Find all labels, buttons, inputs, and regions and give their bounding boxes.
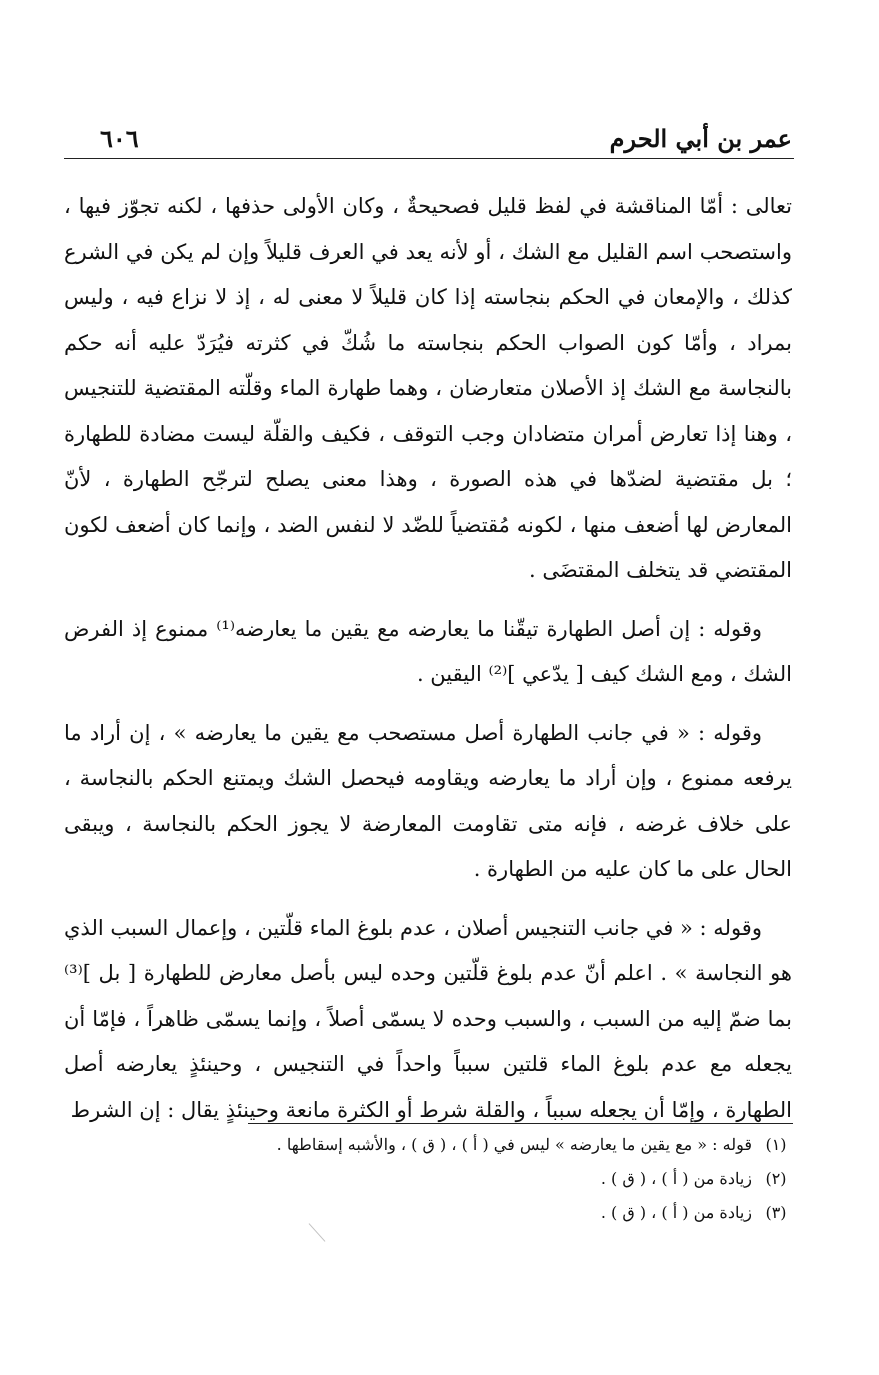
footnote-text: زيادة من ( أ ) ، ( ق ) . xyxy=(600,1169,752,1188)
main-text xyxy=(64,184,792,1133)
paragraph: تعالى : أمّا المناقشة في لفظ قليل فصحيحةٌ ، وكان الأولى حذفها ، لكنه تجوّز فيها ، واستصحب اسم القليل مع الشك ، أو لأنه يعد في العرف قليلاً وإن لم يكن في الشرع كذلك ، والإمعان في الحكم بنجاسته إذا كان قليلاً لا معنى له ، إذ لا نزاع فيه ، وليس بمراد ، وأمّا كون الصواب الحكم بنجاسته ما شُكّ في كثرته فيُرَدّ عليه أنه حكم بالنجاسة مع الشك إذ الأصلان متعارضان ، وهما طهارة الماء وقلّته المقتضية للتنجيس ، وهنا إذا تعارض أمران متضادان وجب التوقف ، فكيف والقلّة ليست مضادة للطهارة ؛ بل مقتضية لضدّها في هذه الصورة ، وهذا معنى يصلح لترجّح الطهارة ، لأنّ المعارض لها أضعف منها ، لكونه مُقتضياً للضّد لا لنفس الضد ، وإنما كان أضعف لكون المقتضي قد يتخلف المقتضَى . xyxy=(64,194,793,582)
footnote-item xyxy=(100,1162,790,1196)
footnote-number: (٣) xyxy=(765,1203,787,1222)
footnote-item xyxy=(100,1196,790,1230)
paragraph: وقوله : إن أصل الطهارة تيقّنا ما يعارضه مع يقين ما يعارضه⁽¹⁾ ممنوع إذ الفرض الشك ، ومع الشك كيف [ يدّعي ]⁽²⁾ اليقين . xyxy=(64,616,792,686)
running-title: عمر بن أبي الحرم xyxy=(609,124,792,153)
page-number: ٦٠٦ xyxy=(100,124,139,153)
footnote-number: (٢) xyxy=(765,1169,787,1188)
footnotes xyxy=(100,1128,790,1230)
footnote-text: قوله : « مع يقين ما يعارضه » ليس في ( أ ) ، ( ق ) ، والأشبه إسقاطها . xyxy=(276,1135,752,1154)
footnote-item xyxy=(100,1128,790,1162)
paragraph: وقوله : « في جانب الطهارة أصل مستصحب مع يقين ما يعارضه » ، إن أراد ما يرفعه ممنوع ، وإن أراد ما يعارضه ويقاومه فيحصل الشك ويمتنع الحكم بالنجاسة ، على خلاف غرضه ، فإنه متى تقاومت المعارضة لا يجوز الحكم بالنجاسة ، ويبقى الحال على ما كان عليه من الطهارة . xyxy=(64,720,792,881)
footnote-text: زيادة من ( أ ) ، ( ق ) . xyxy=(600,1203,752,1222)
paragraph: وقوله : « في جانب التنجيس أصلان ، عدم بلوغ الماء قلّتين ، وإعمال السبب الذي هو النجاسة » . اعلم أنّ عدم بلوغ قلّتين وحده ليس بأصل معارض للطهارة [ بل ]⁽³⁾ بما ضمّ إليه من السبب ، والسبب وحده لا يسمّى أصلاً ، وإنما يسمّى ظاهراً ، فإمّا أن يجعله مع عدم بلوغ الماء قلتين سبباً واحداً في التنجيس ، وحينئذٍ يعارضه أصل الطهارة ، وإمّا أن يجعله سبباً ، والقلة شرط أو الكثرة مانعة وحينئذٍ يقال : إن الشرط xyxy=(64,915,792,1122)
footnote-divider xyxy=(248,1123,793,1124)
footnote-number: (١) xyxy=(765,1135,787,1154)
page-header xyxy=(64,118,794,159)
